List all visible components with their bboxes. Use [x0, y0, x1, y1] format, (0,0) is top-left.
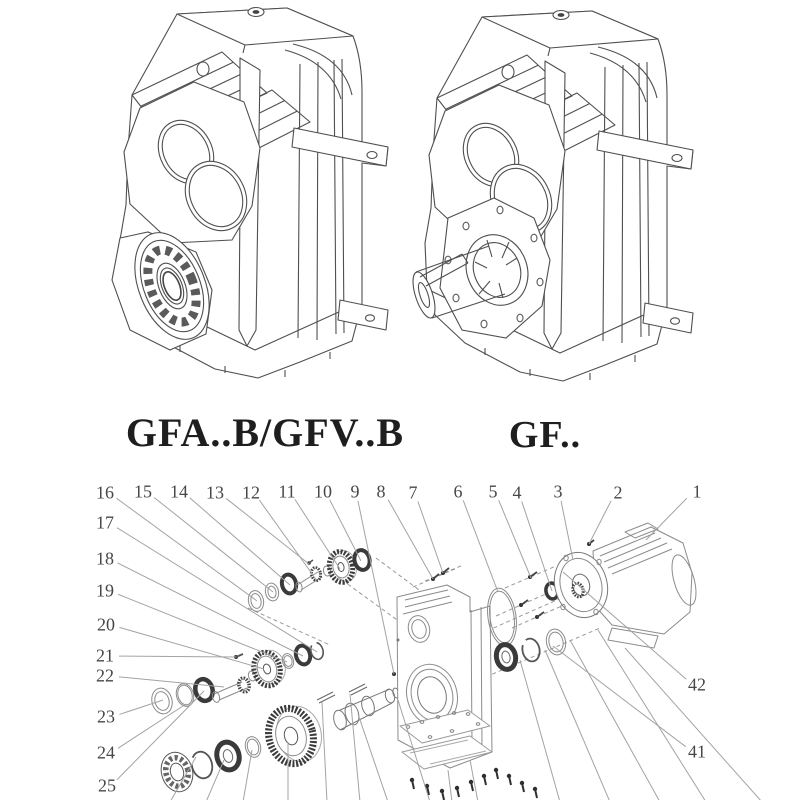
callout-number-16: 16 [96, 482, 114, 503]
callout-number-18: 18 [96, 548, 114, 569]
callout-number-6: 6 [453, 481, 463, 502]
callout-number-17: 17 [96, 512, 114, 533]
figure-label-gfa-gfv: GFA..B/GFV..B [125, 410, 405, 455]
callout-number-24: 24 [97, 742, 115, 763]
callout-number-4: 4 [512, 482, 522, 503]
callout-number-2: 2 [613, 482, 623, 503]
callout-number-25: 25 [98, 775, 116, 796]
callout-number-41: 41 [688, 741, 706, 762]
callout-number-19: 19 [96, 580, 114, 601]
callout-number-20: 20 [97, 614, 115, 635]
callout-number-13: 13 [206, 482, 224, 503]
callout-number-8: 8 [376, 481, 386, 502]
callout-number-23: 23 [97, 706, 115, 727]
callout-number-5: 5 [488, 481, 498, 502]
callout-number-21: 21 [96, 645, 114, 666]
callout-number-12: 12 [242, 482, 260, 503]
callout-number-15: 15 [134, 481, 152, 502]
callout-number-42: 42 [688, 674, 706, 695]
callout-number-22: 22 [96, 665, 114, 686]
callout-number-11: 11 [278, 481, 296, 502]
callout-number-14: 14 [170, 481, 188, 502]
callout-number-7: 7 [408, 482, 418, 503]
callout-number-1: 1 [692, 481, 702, 502]
callout-number-9: 9 [350, 481, 360, 502]
callout-number-10: 10 [314, 481, 332, 502]
figure-label-gf: GF.. [508, 414, 582, 456]
callout-number-3: 3 [553, 481, 563, 502]
